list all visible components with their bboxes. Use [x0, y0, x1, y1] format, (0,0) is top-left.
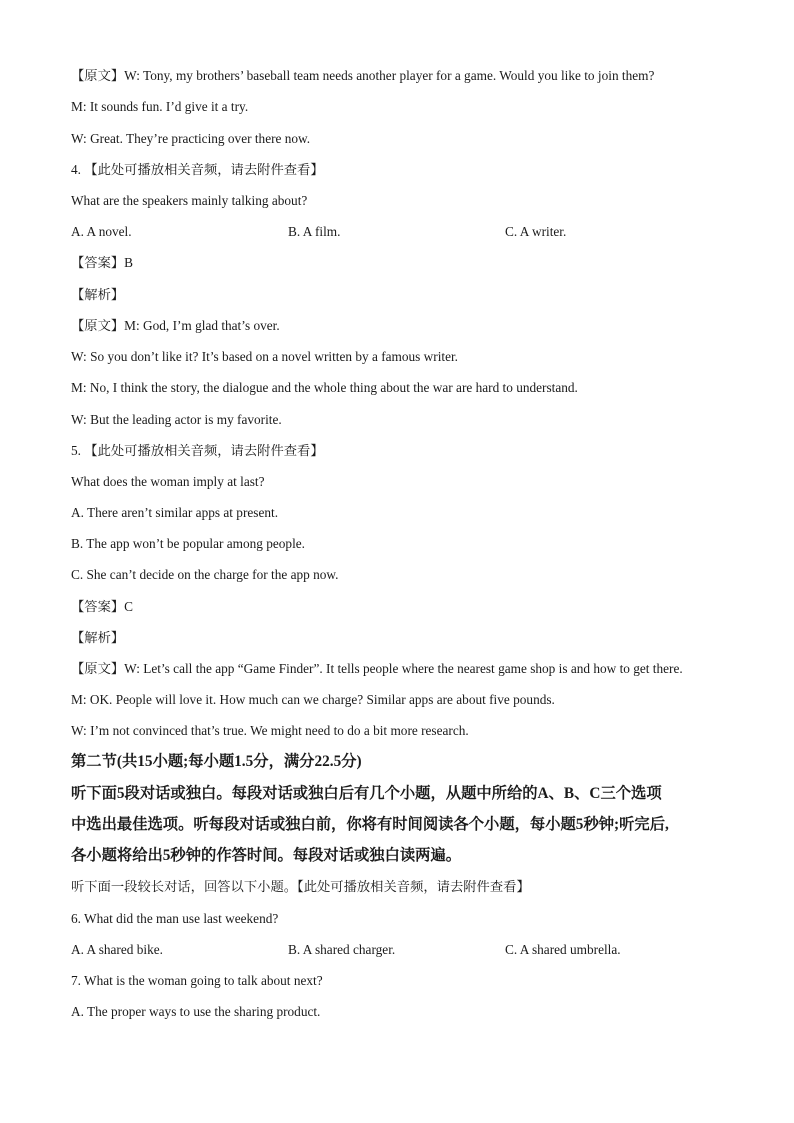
question-4-heading: 4. 【此处可播放相关音频，请去附件查看】	[71, 162, 324, 177]
question-6-text: 6. What did the man use last weekend?	[71, 911, 279, 926]
section-2-instructions: 各小题将给出5秒钟的作答时间。每段对话或独白读两遍。	[71, 847, 462, 864]
option-b: B. A film.	[288, 224, 341, 239]
question-7-text: 7. What is the woman going to talk about next?	[71, 973, 323, 988]
section-2-heading: 第二节(共15小题;每小题1.5分，满分22.5分)	[71, 753, 362, 770]
transcript-line: M: OK. People will love it. How much can we charge? Similar apps are about five pounds.	[71, 692, 555, 707]
question-5-text: What does the woman imply at last?	[71, 474, 265, 489]
transcript-line: M: It sounds fun. I’d give it a try.	[71, 99, 249, 114]
answer-label: 【答案】B	[71, 255, 134, 270]
option-c: C. A writer.	[505, 224, 567, 239]
transcript-line: W: But the leading actor is my favorite.	[71, 412, 282, 427]
option-b: B. A shared charger.	[288, 942, 396, 957]
transcript-line: W: So you don’t like it? It’s based on a novel written by a famous writer.	[71, 349, 459, 364]
analysis-label: 【解析】	[71, 630, 125, 645]
option-a: A. The proper ways to use the sharing product.	[71, 1004, 321, 1019]
question-5-heading: 5. 【此处可播放相关音频，请去附件查看】	[71, 443, 324, 458]
analysis-label: 【解析】	[71, 287, 125, 302]
question-4-options	[71, 223, 711, 241]
transcript-line: W: I’m not convinced that’s true. We might need to do a bit more research.	[71, 723, 469, 738]
option-c: C. She can’t decide on the charge for the app now.	[71, 567, 339, 582]
option-a: A. There aren’t similar apps at present.	[71, 505, 279, 520]
passage-prompt: 听下面一段较长对话，回答以下小题。【此处可播放相关音频，请去附件查看】	[71, 879, 530, 894]
answer-label: 【答案】C	[71, 599, 134, 614]
section-2-instructions: 听下面5段对话或独白。每段对话或独白后有几个小题，从题中所给的A、B、C三个选项	[71, 785, 662, 802]
option-b: B. The app won’t be popular among people.	[71, 536, 306, 551]
transcript-line: 【原文】W: Let’s call the app “Game Finder”. It tells people where the nearest game shop is and how to get there.	[71, 661, 683, 676]
transcript-line: 【原文】W: Tony, my brothers’ baseball team needs another player for a game. Would you like to join them?	[71, 68, 655, 83]
option-a: A. A shared bike.	[71, 942, 163, 957]
transcript-line: 【原文】M: God, I’m glad that’s over.	[71, 318, 280, 333]
question-4-text: What are the speakers mainly talking about?	[71, 193, 308, 208]
transcript-line: W: Great. They’re practicing over there now.	[71, 131, 311, 146]
section-2-instructions: 中选出最佳选项。听每段对话或独白前，你将有时间阅读各个小题，每小题5秒钟;听完后,	[71, 816, 669, 833]
question-6-options	[71, 941, 711, 959]
option-c: C. A shared umbrella.	[505, 942, 621, 957]
transcript-line: M: No, I think the story, the dialogue and the whole thing about the war are hard to understand.	[71, 380, 578, 395]
option-a: A. A novel.	[71, 224, 132, 239]
